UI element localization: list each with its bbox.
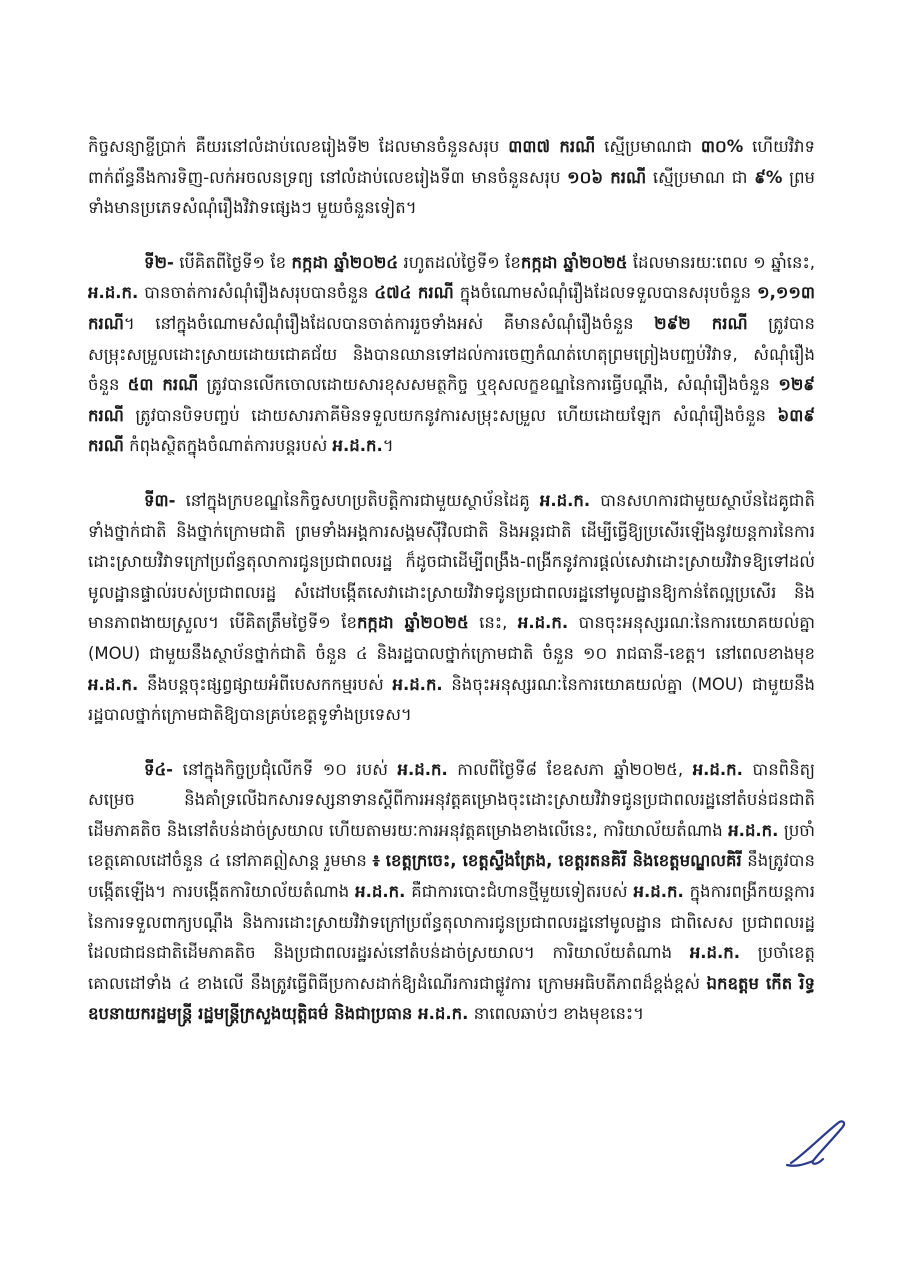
text-run: ត្រូវបានសម្រុះសម្រួលដោះស្រាយដោយជោគជ័យ និងបានឈានទៅដល់ការចេញកំណត់ហេតុព្រមព្រៀងបញ្ចប់វិវាទ, សំណុំរឿងចំនួន bbox=[88, 313, 815, 395]
bold-text-run: អ.ដ.ក. bbox=[332, 436, 383, 456]
bold-text-run: ទី៤- bbox=[144, 759, 174, 779]
text-run: ប្រចាំខេត្តគោលដៅចំនួន ៤ នៅភាគឦសាន្ត រួមមាន bbox=[88, 820, 816, 871]
bold-text-run: ៦៣៩ ករណី bbox=[88, 405, 815, 456]
bold-text-run: អ.ដ.ក. bbox=[633, 882, 684, 902]
bold-text-run: ទី២- bbox=[144, 252, 174, 272]
bold-text-run: អ.ដ.ក. bbox=[539, 490, 591, 510]
text-run: ត្រូវបានលើកចោលដោយសារខុសសមត្ថកិច្ច ឬខុសលក្ខខណ្ឌនៃការធ្វើបណ្តឹង, សំណុំរឿងចំនួន bbox=[198, 375, 779, 395]
text-run: នឹងបន្តចុះផ្សព្វផ្សាយអំពីបេសកកម្មរបស់ bbox=[138, 674, 393, 694]
bold-text-run: ៖ ខេត្តក្រចេះ, ខេត្តស្ទឹងត្រែង, ខេត្តរតនគិរី និងខេត្តមណ្ឌលគិរី bbox=[372, 851, 742, 871]
bold-text-run: អ.ដ.ក. bbox=[88, 283, 139, 303]
bold-text-run: ១២៩ ករណី bbox=[88, 375, 815, 425]
text-run: ស្មើប្រមាណជា bbox=[595, 137, 701, 156]
paragraph bbox=[88, 755, 815, 1030]
bold-text-run: កក្កដា ឆ្នាំ២០២៥ bbox=[356, 613, 469, 633]
text-run: កាលពីថ្ងៃទី៨ ខែឧសភា ឆ្នាំ២០២៥, bbox=[447, 759, 693, 779]
text-run: ក្នុងចំណោមសំណុំរឿងដែលទទួលបានសរុបចំនួន bbox=[453, 283, 758, 303]
paragraph bbox=[88, 486, 815, 731]
text-run: នៅក្នុងកិច្ចប្រជុំលើកទី ១០ របស់ bbox=[173, 759, 398, 779]
bold-text-run: អ.ដ.ក. bbox=[692, 759, 743, 779]
bold-text-run: ៩% bbox=[754, 167, 783, 187]
text-run: ស្មើប្រមាណ ជា bbox=[646, 167, 755, 187]
document-body bbox=[88, 132, 815, 1030]
bold-text-run: ២៩២ ករណី bbox=[654, 313, 748, 333]
bold-text-run: ឯកឧត្តម កើត រិទ្ធ ឧបនាយករដ្ឋមន្ត្រី រដ្ឋមន្ត្រីក្រសួងយុត្តិធម៌ និងជាប្រធាន អ.ដ.ក. bbox=[88, 973, 815, 1024]
text-run: ត្រូវបានបិទបញ្ចប់ ដោយសារភាគីមិនទទួលយកនូវការសម្រុះសម្រួល ហើយដោយឡែក សំណុំរឿងចំនួន bbox=[123, 405, 778, 425]
signature-icon bbox=[783, 1115, 853, 1170]
text-run: កំពុងស្ថិតក្នុងចំណាត់ការបន្តរបស់ bbox=[123, 436, 333, 456]
bold-text-run: ៤៧៤ ករណី bbox=[374, 283, 454, 303]
text-run: នឹងត្រូវបានបង្កើតឡើង។ ការបង្កើតការិយាល័យតំណាង bbox=[88, 851, 815, 902]
bold-text-run: អ.ដ.ក. bbox=[689, 943, 741, 963]
text-run: ។ នៅក្នុងចំណោមសំណុំរឿងដែលបានចាត់ការរួចទាំងអស់ គឺមានសំណុំរឿងចំនួន bbox=[123, 313, 655, 333]
text-run: បានពិនិត្យ សម្រេច និងគាំទ្រលើឯកសារទស្សនាទានស្តីពីការអនុវត្តគម្រោងចុះដោះស្រាយវិវាទជូនប្រជាពលរដ្ឋនៅតំបន់ជនជាតិដើមភាគតិច និងនៅតំបន់ដាច់ស្រយាល ហើយតាមរយៈការអនុវត្តគម្រោងខាងលើនេះ, ការិយាល័យតំណាង bbox=[88, 759, 816, 840]
bold-text-run: អ.ដ.ក. bbox=[517, 613, 569, 633]
text-run: ប្រចាំខេត្តគោលដៅទាំង ៤ ខាងលើ នឹងត្រូវធ្វើពិធីប្រកាសដាក់ឱ្យដំណើរការជាផ្លូវការ ក្រោមអធិបតីភាពដ៏ខ្ពង់ខ្ពស់ bbox=[88, 943, 815, 993]
bold-text-run: ៣៣៧ ករណី bbox=[508, 137, 596, 156]
bold-text-run: ទី៣- bbox=[144, 490, 176, 510]
bold-text-run: អ.ដ.ក. bbox=[392, 674, 443, 694]
bold-text-run: ៣០% bbox=[700, 137, 744, 156]
text-run: ដែលមានរយៈពេល ១ ឆ្នាំនេះ, bbox=[627, 252, 816, 272]
text-run: បើគិតពីថ្ងៃទី១ ខែ bbox=[173, 252, 292, 272]
bold-text-run: កក្កដា ឆ្នាំ២០២៥ bbox=[520, 252, 628, 272]
paragraph bbox=[88, 132, 815, 224]
text-run: ក្នុងការពង្រីកយន្តការនៃការទទួលពាក្យបណ្តឹង និងការដោះស្រាយវិវាទក្រៅប្រព័ន្ធតុលាការជូនប្រជាពលរដ្ឋនៅមូលដ្ឋាន ជាពិសេស ប្រជាពលរដ្ឋដែលជាជនជាតិដើមភាគតិច និងប្រជាពលរដ្ឋរស់នៅតំបន់ដាច់ស្រយាល។ ការិយាល័យតំណាង bbox=[88, 882, 815, 963]
text-run: រហូតដល់ថ្ងៃទី១ ខែ bbox=[398, 252, 521, 272]
text-run: និងចុះអនុស្សរណៈនៃការយោគយល់គ្នា (MOU) ជាមួយនឹងរដ្ឋបាលថ្នាក់ក្រោមជាតិឱ្យបានគ្រប់ខេត្តទូទាំងប្រទេស។ bbox=[88, 674, 815, 725]
text-run: នៅក្នុងក្របខណ្ឌនៃកិច្ចសហប្រតិបត្តិការជាមួយស្ថាប័នដៃគូ bbox=[175, 490, 540, 510]
text-run: បានសហការជាមួយស្ថាប័នដៃគូជាតិ ទាំងថ្នាក់ជាតិ និងថ្នាក់ក្រោមជាតិ ព្រមទាំងអង្គការសង្គមស៊ីវិលជាតិ និងអន្តរជាតិ ដើម្បីធ្វើឱ្យប្រសើរឡើងនូវយន្តការនៃការដោះស្រាយវិវាទក្រៅប្រព័ន្ធតុលាការជូនប្រជាពលរដ្ឋ ក៏ដូចជាដើម្បីពង្រឹង-ពង្រីកនូវការផ្តល់សេវាដោះស្រាយវិវាទឱ្យទៅដល់មូលដ្ឋានផ្ទាល់របស់ប្រជាពលរដ្ឋ សំដៅបង្កើតសេវាដោះស្រាយវិវាទជូនប្រជាពលរដ្ឋនៅមូលដ្ឋានឱ្យកាន់តែល្អប្រសើរ និងមានភាពងាយស្រួល។ បើគិតត្រឹមថ្ងៃទី១ ខែ bbox=[88, 490, 815, 633]
bold-text-run: កក្កដា ឆ្នាំ២០២៤ bbox=[291, 252, 399, 272]
text-run: បានចុះអនុស្សរណៈនៃការយោគយល់គ្នា (MOU) ជាមួយនឹងស្ថាប័នថ្នាក់ជាតិ ចំនួន ៤ និងរដ្ឋបាលថ្នាក់ក្រោមជាតិ ចំនួន ១០ រាជធានី-ខេត្ត។ នៅពេលខាងមុខ bbox=[88, 613, 815, 663]
bold-text-run: ១០៦ ករណី bbox=[567, 167, 647, 187]
bold-text-run: អ.ដ.ក. bbox=[355, 882, 406, 902]
text-run: កិច្ចសន្យាខ្ចីប្រាក់ គឺយរនៅលំដាប់លេខរៀងទី២ ដែលមានចំនួនសរុប bbox=[88, 137, 509, 156]
bold-text-run: ៥៣ ករណី bbox=[127, 375, 199, 395]
text-run: ហើយវិវាទពាក់ព័ន្ធនឹងការទិញ-លក់អចលនទ្រព្យ នៅលំដាប់លេខរៀងទី៣ មានចំនួនសរុប bbox=[88, 137, 815, 187]
text-run: បានចាត់ការសំណុំរឿងសរុបបានចំនួន bbox=[138, 283, 375, 303]
text-run: គឺជាការបោះជំហានថ្មីមួយទៀតរបស់ bbox=[405, 882, 634, 902]
text-run: ព្រមទាំងមានប្រភេទសំណុំរឿងវិវាទផ្សេងៗ មួយចំនួនទៀត។ bbox=[88, 167, 816, 218]
bold-text-run: អ.ដ.ក. bbox=[88, 674, 139, 694]
bold-text-run: អ.ដ.ក. bbox=[728, 820, 779, 840]
bold-text-run: ១,១១៣ ករណី bbox=[88, 283, 815, 333]
paragraph bbox=[88, 248, 815, 462]
text-run: ។ bbox=[382, 436, 394, 456]
text-run: នាពេលឆាប់ៗ ខាងមុខនេះ។ bbox=[468, 1004, 645, 1024]
text-run: នេះ, bbox=[468, 613, 518, 633]
bold-text-run: អ.ដ.ក. bbox=[397, 759, 448, 779]
